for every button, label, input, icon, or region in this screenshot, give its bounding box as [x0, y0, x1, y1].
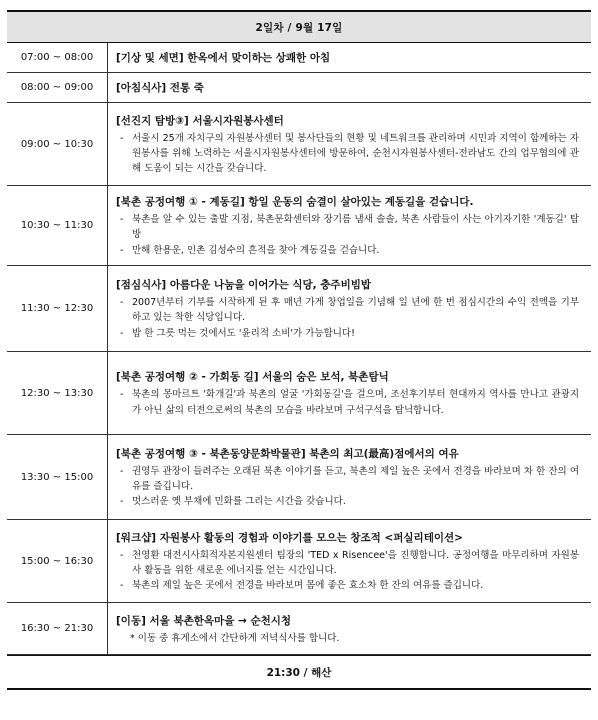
- time-cell: 07:00 ~ 08:00: [7, 43, 108, 72]
- schedule-row: [7, 186, 591, 266]
- day-footer-text: 21:30 / 해산: [266, 666, 332, 679]
- activity-cell: [108, 435, 591, 519]
- bullet-item: - 천영환 대전시사회적자본지원센터 팀장의 'TED x Risencee'을 진행합니다. 공정여행을 마무리하며 자원봉사 활동을 위한 새로운 에너지를 얻는 시간입니다.: [116, 548, 579, 578]
- activity-cell: [108, 266, 591, 351]
- time-cell: 13:30 ~ 15:00: [7, 435, 108, 519]
- activity-title: [선진지 탐방③] 서울시자원봉사센터: [116, 114, 284, 127]
- activity-bullets: [116, 548, 579, 594]
- activity-bullets: [116, 464, 579, 510]
- bullet-item: - 서울시 25개 자치구의 자원봉사센터 및 봉사단들의 현황 및 네트워크를 관리하며 시민과 지역이 함께하는 자원봉사를 위해 노력하는 서울시자원봉사센터에 방문하여, 순천시자원봉사센터-전라남도 간의 업무협의에 관해 도움이 되는 시간을 갖습니다.: [116, 131, 579, 177]
- schedule-row: [7, 73, 591, 103]
- activity-cell: [108, 43, 591, 72]
- activity-title: [점심식사] 아름다운 나눔을 이어가는 식당, 충주비빔밥: [116, 279, 372, 292]
- schedule-table: [7, 10, 591, 690]
- schedule-row: [7, 266, 591, 352]
- activity-title: [북촌 공정여행 ② - 가회동 길] 서울의 숨은 보석, 북촌탐닉: [116, 371, 389, 384]
- activity-bullets: [116, 387, 579, 417]
- bullet-item: - 2007년부터 기부를 시작하게 된 후 매년 가게 창업일을 기념해 일 년에 한 번 점심시간의 수익 전액을 기부하고 있는 착한 식당입니다.: [116, 295, 579, 325]
- activity-cell: [108, 520, 591, 602]
- schedule-row: [7, 520, 591, 603]
- time-cell: 12:30 ~ 13:30: [7, 352, 108, 434]
- time-cell: 08:00 ~ 09:00: [7, 73, 108, 102]
- schedule-row: [7, 352, 591, 435]
- schedule-row: [7, 103, 591, 186]
- bullet-item: - 멋스러운 옛 부채에 민화를 그리는 시간을 갖습니다.: [116, 494, 579, 509]
- day-header: [7, 12, 591, 43]
- bullet-item: - 권영두 관장이 들려주는 오래된 북촌 이야기를 듣고, 북촌의 제일 높은 곳에서 전경을 바라보며 차 한 잔의 여유를 즐깁니다.: [116, 464, 579, 494]
- time-cell: 16:30 ~ 21:30: [7, 603, 108, 654]
- bullet-item: - 밥 한 그릇 먹는 것에서도 '윤리적 소비'가 가능합니다!: [116, 326, 579, 341]
- bullet-item: - 북촌의 제일 높은 곳에서 전경을 바라보며 몸에 좋은 효소차 한 잔의 여유를 즐깁니다.: [116, 578, 579, 593]
- activity-title: [북촌 공정여행 ③ - 북촌동양문화박물관] 북촌의 최고(最高)점에서의 여유: [116, 447, 459, 460]
- activity-title: [이동] 서울 북촌한옥마을 → 순천시청: [116, 614, 292, 627]
- day-footer: [7, 655, 591, 688]
- schedule-row: [7, 43, 591, 73]
- activity-cell: [108, 603, 591, 654]
- time-cell: 10:30 ~ 11:30: [7, 186, 108, 265]
- activity-title: [기상 및 세면] 한옥에서 맞이하는 상쾌한 아침: [116, 52, 331, 64]
- schedule-row: [7, 435, 591, 520]
- time-cell: 15:00 ~ 16:30: [7, 520, 108, 602]
- activity-bullets: [116, 212, 579, 258]
- activity-title: [아침식사] 전통 죽: [116, 82, 204, 94]
- time-cell: 11:30 ~ 12:30: [7, 266, 108, 351]
- activity-cell: [108, 103, 591, 185]
- activity-bullets: [116, 131, 579, 177]
- activity-cell: [108, 186, 591, 265]
- schedule-row: [7, 603, 591, 655]
- time-cell: 09:00 ~ 10:30: [7, 103, 108, 185]
- activity-bullets: [116, 295, 579, 341]
- activity-cell: [108, 352, 591, 434]
- bullet-item: - 북촌의 몽마르트 '화개길'과 북촌의 얼굴 '가회동길'을 걸으며, 조선후기부터 현대까지 역사를 만나고 관광지가 아닌 삶의 터전으로써의 북촌의 모습을 바라보며 구석구석을 탐닉합니다.: [116, 387, 579, 417]
- bullet-item: - 만해 한용운, 인촌 김성수의 흔적을 찾아 계동길을 걷습니다.: [116, 243, 579, 258]
- bullet-item: - 북촌을 알 수 있는 출발 지점, 북촌문화센터와 장기름 냄새 솔솔, 북촌 사람들이 사는 아기자기한 '계동길' 탐방: [116, 212, 579, 242]
- activity-title: [북촌 공정여행 ① - 계동길] 항일 운동의 숨결이 살아있는 계동길을 걷습니다.: [116, 196, 474, 209]
- activity-title: [워크샵] 자원봉사 활동의 경험과 이야기를 모으는 창조적 <퍼실리테이션>: [116, 531, 463, 544]
- activity-note: * 이동 중 휴게소에서 간단하게 저녁식사를 합니다.: [130, 632, 340, 644]
- day-header-text: 2일차 / 9월 17일: [255, 21, 343, 34]
- activity-cell: [108, 73, 591, 102]
